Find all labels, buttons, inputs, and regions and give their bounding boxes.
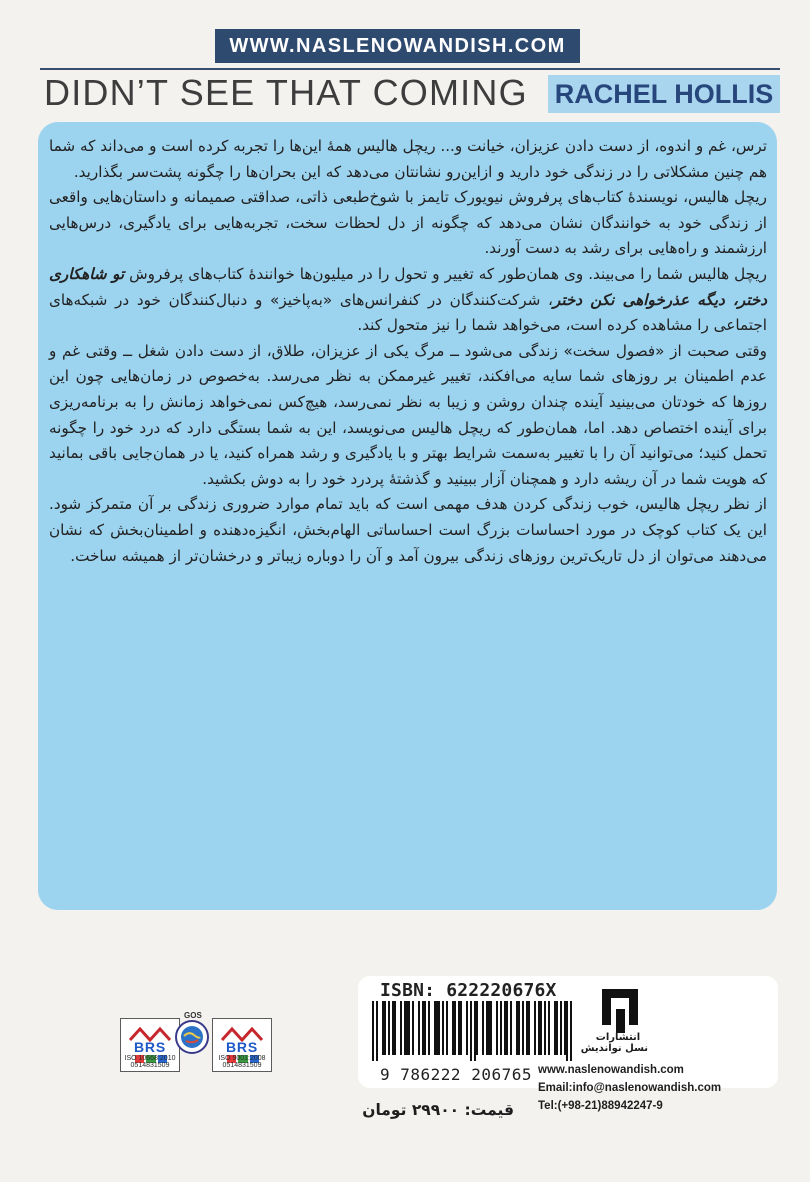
barcode-bar bbox=[424, 1001, 426, 1055]
barcode-bar bbox=[490, 1001, 492, 1055]
barcode-bar bbox=[500, 1001, 502, 1055]
barcode-bar bbox=[460, 1001, 462, 1055]
barcode-bar bbox=[454, 1001, 456, 1055]
barcode-bar bbox=[408, 1001, 410, 1055]
barcode-bar bbox=[376, 1001, 378, 1061]
barcode-bar bbox=[518, 1001, 520, 1055]
globe-icon bbox=[177, 1022, 207, 1052]
barcode-bar bbox=[504, 1001, 506, 1055]
barcode-graphic bbox=[366, 1001, 576, 1061]
barcode-bar bbox=[394, 1001, 396, 1055]
barcode-bar bbox=[528, 1001, 530, 1055]
barcode-bar bbox=[570, 1001, 572, 1061]
barcode-bar bbox=[474, 1001, 476, 1061]
book-title: DIDN’T SEE THAT COMING bbox=[44, 72, 528, 113]
publisher-url-banner: WWW.NASLENOWANDISH.COM bbox=[215, 29, 580, 63]
book-titles-emphasis: تو شاهکاری دختر، دیگه عذرخواهی نکن دختر bbox=[49, 264, 767, 309]
barcode-bar bbox=[554, 1001, 556, 1055]
barcode-bar bbox=[488, 1001, 490, 1055]
gos-seal-icon bbox=[175, 1020, 209, 1054]
publisher-email: Email:info@naslenowandish.com bbox=[538, 1082, 722, 1094]
barcode-bar bbox=[436, 1001, 438, 1055]
barcode-bar bbox=[560, 1001, 562, 1055]
publisher-logo-caption: انتشارات bbox=[595, 1032, 641, 1043]
barcode-bar bbox=[482, 1001, 484, 1055]
barcode-bar bbox=[422, 1001, 424, 1055]
publisher-phone: Tel:(+98-21)88942247-9 bbox=[538, 1100, 663, 1112]
publisher-website: www.naslenowandish.com bbox=[538, 1064, 684, 1076]
description-panel bbox=[38, 122, 777, 910]
barcode-bar bbox=[538, 1001, 540, 1055]
barcode-bar bbox=[466, 1001, 468, 1055]
barcode-bar bbox=[428, 1001, 430, 1055]
description-paragraph-4: وقتی صحبت از «فصول سخت» زندگی می‌شود ــ مرگ یکی از عزیزان، طلاق، از دست دادن شغل ــ وقتی غم و عدم اطمینان بر روزهای شما سایه می‌افکند، تغییر غیرممکن به نظر می‌رسد. به‌خصوص در زمان‌هایی چون این روزها که خودتان می‌بینید آینده چندان روشن و زیبا به نظر نمی‌رسد، هیچ‌کس نمی‌خواهد زمانش را به برنامه‌ریزی برای آینده اختصاص دهد. اما، همان‌طور که ریچل هالیس می‌نویسد، این به شما بستگی دارد که درد خود را چگونه تحمل کنید؛ می‌توانید آن را با تغییر به‌سمت شرایط بهتر و با یادگیری و رشد همراه کنید، یا در همان‌جایی باقی بمانید که هویت شما در آن ریشه دارد و همچنان آزار ببینید و گذشتهٔ پردرد خود را به دوش بکشید. bbox=[49, 341, 767, 488]
description-paragraph-5: از نظر ریچل هالیس، خوب زندگی کردن هدف مهمی است که باید تمام موارد ضروری زندگی بر آن متمرکز شود. این یک کتاب کوچک در مورد احساسات بزرگ است احساساتی الهام‌بخش، انگیزه‌دهنده و اطمینان‌بخش که نشان می‌دهند می‌توان از دل تاریک‌ترین روزهای زندگی بیرون آمد و آن را دوباره زیباتر و درخشان‌تر از همیشه ساخت. bbox=[49, 495, 767, 565]
barcode-bar bbox=[548, 1001, 550, 1055]
description-paragraph-1: ترس، غم و اندوه، از دست دادن عزیزان، خیانت و... ریچل هالیس همهٔ این‌ها را تجربه کرده است و می‌داند که شما هم چنین مشکلاتی را در زندگی خود دارید و ازاین‌رو نشانتان می‌دهد که این بحران‌ها را چگونه پشت‌سر بگذارید. bbox=[49, 137, 767, 181]
barcode-bar bbox=[564, 1001, 566, 1055]
barcode-bar bbox=[510, 1001, 512, 1055]
barcode-digits: 9 786222 206765 bbox=[380, 1065, 532, 1084]
barcode-bar bbox=[540, 1001, 542, 1055]
barcode-bar bbox=[446, 1001, 448, 1055]
barcode-bar bbox=[412, 1001, 414, 1055]
barcode-bar bbox=[526, 1001, 528, 1055]
brs-brand: BRS bbox=[226, 1039, 258, 1055]
description-paragraph-3 bbox=[49, 262, 767, 339]
barcode-bar bbox=[434, 1001, 436, 1055]
publisher-persian-name: نسل نواندیش bbox=[580, 1043, 648, 1054]
description-paragraph-2: ریچل هالیس، نویسندهٔ کتاب‌های پرفروش نیویورک تایمز با شوخ‌طبعی ذاتی، صداقتی صمیمانه و داستان‌هایی واقعی از زندگی خود به خوانندگان نشان می‌دهد که چگونه از دل لحظات سخت، تجربه‌هایی برای یادگیری، درس‌هایی ارزشمند و راه‌هایی برای رشد به دست آورند. bbox=[49, 188, 767, 258]
barcode-bar bbox=[384, 1001, 386, 1055]
gos-brand: GOS bbox=[184, 1011, 202, 1020]
author-name: RACHEL HOLLIS bbox=[548, 75, 780, 113]
barcode-bar bbox=[534, 1001, 536, 1055]
barcode-bar bbox=[438, 1001, 440, 1055]
barcode-bar bbox=[566, 1001, 568, 1061]
barcode-bar bbox=[470, 1001, 472, 1061]
description-paragraph-3-tail: ، شرکت‌کنندگان در کنفرانس‌های «به‌پاخیز» و دنبال‌کنندگان خود در شبکه‌های اجتماعی را مشاهده کرده است، می‌خواهد شما را نیز متحول کند. bbox=[49, 290, 767, 335]
barcode-bar bbox=[400, 1001, 402, 1055]
barcode-bar bbox=[406, 1001, 408, 1055]
barcode-bar bbox=[372, 1001, 374, 1061]
description-paragraph-3-lead: ریچل هالیس شما را می‌بیند. وی همان‌طور که تغییر و تحول را در میلیون‌ها خوانندهٔ کتاب‌های پرفروش bbox=[124, 264, 767, 283]
barcode-bar bbox=[476, 1001, 478, 1055]
isbn-label: ISBN: 622220676X bbox=[380, 980, 557, 1001]
barcode-bar bbox=[382, 1001, 384, 1055]
publisher-name bbox=[580, 1032, 648, 1054]
barcode-bar bbox=[418, 1001, 420, 1055]
header-rule bbox=[40, 68, 780, 70]
barcode-bar bbox=[392, 1001, 394, 1055]
barcode-bar bbox=[404, 1001, 406, 1055]
brs-standard-text: ISO 9001:2008 0514831509 bbox=[218, 1055, 266, 1069]
barcode-bar bbox=[496, 1001, 498, 1055]
barcode-bar bbox=[544, 1001, 546, 1055]
brs-certification-left bbox=[120, 1018, 180, 1072]
brs-certification-right bbox=[212, 1018, 272, 1072]
brs-standard-text: ISO 10668:2010 0514831509 bbox=[124, 1055, 176, 1069]
barcode-bar bbox=[442, 1001, 444, 1055]
barcode-bar bbox=[556, 1001, 558, 1055]
barcode-bar bbox=[516, 1001, 518, 1055]
brs-brand: BRS bbox=[134, 1039, 166, 1055]
barcode-bar bbox=[486, 1001, 488, 1055]
price-label: قیمت: ۲۹۹۰۰ تومان bbox=[362, 1101, 514, 1119]
barcode-bar bbox=[388, 1001, 390, 1055]
barcode-bar bbox=[506, 1001, 508, 1055]
barcode-bar bbox=[452, 1001, 454, 1055]
barcode-bar bbox=[458, 1001, 460, 1055]
barcode-bar bbox=[522, 1001, 524, 1055]
